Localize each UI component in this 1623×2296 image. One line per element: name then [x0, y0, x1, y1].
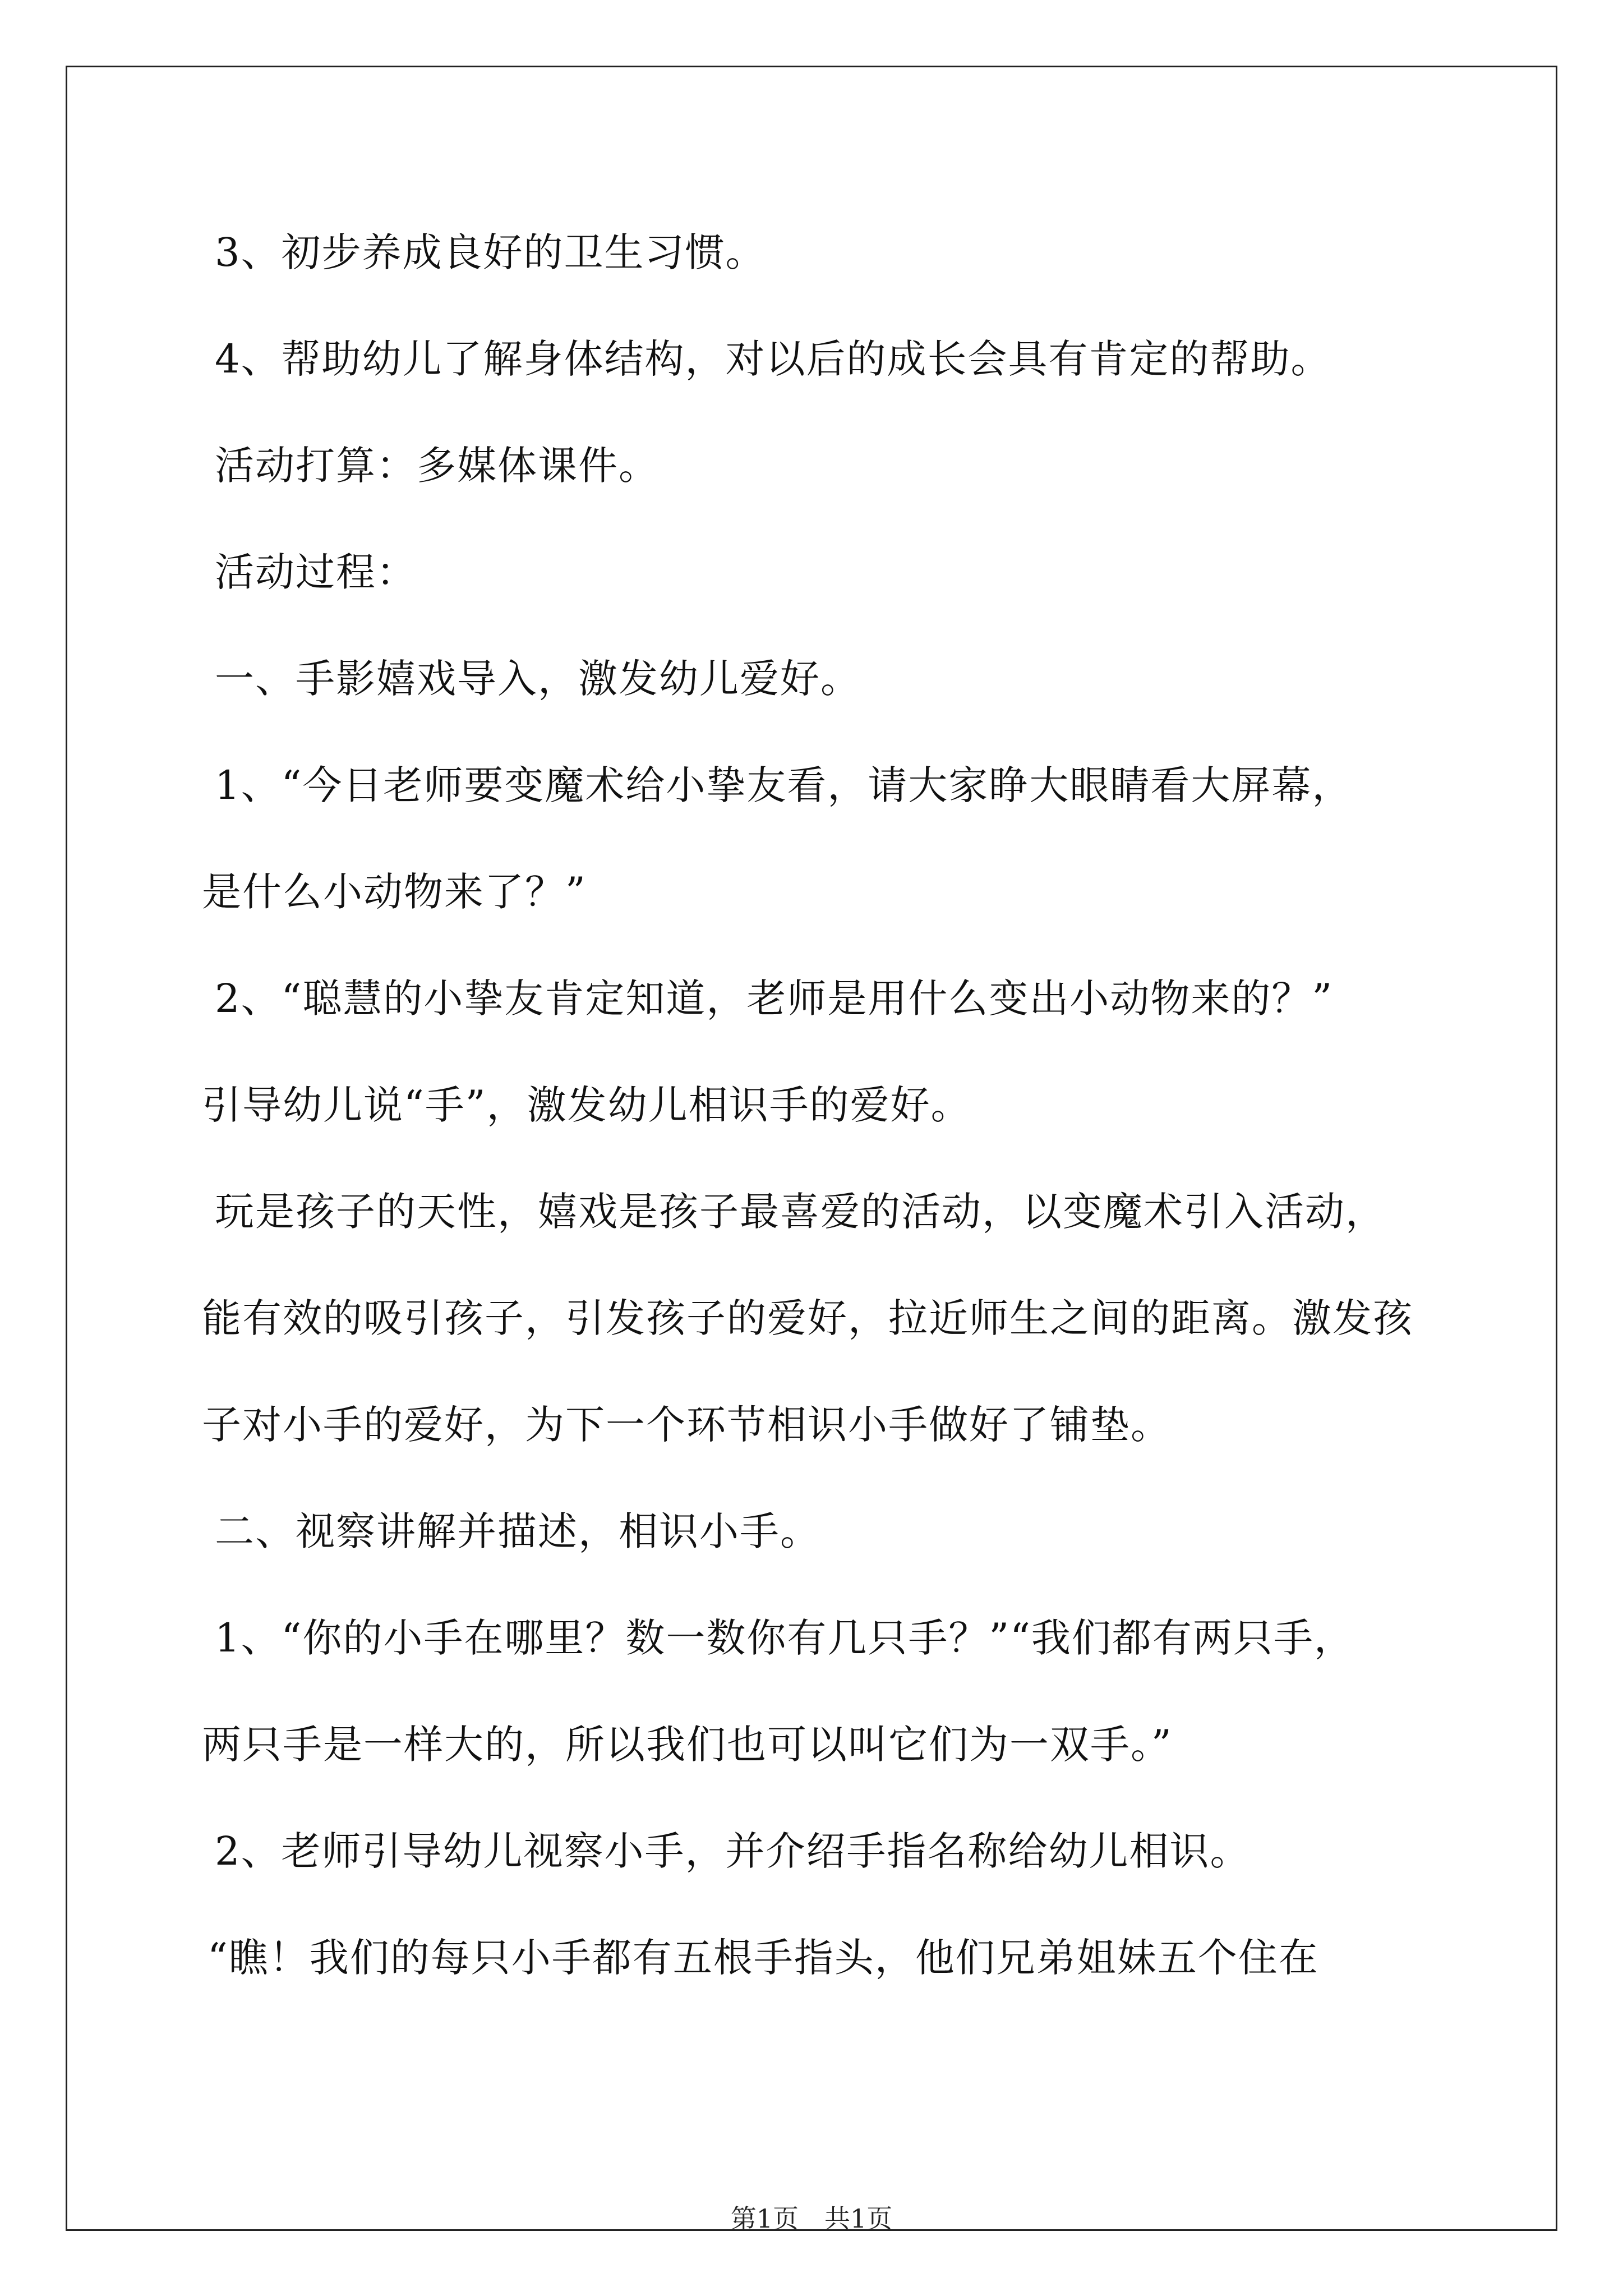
paragraph-step-2-line-1: 2、“聪慧的小挚友肯定知道，老师是用什么变出小动物来的？”: [215, 976, 1334, 1022]
heading-activity-process: 活动过程：: [215, 549, 417, 595]
paragraph-step-1-line-1: 1、“今日老师要变魔术给小挚友看，请大家睁大眼睛看大屏幕，: [215, 762, 1353, 808]
page-number-footer: 第1页 共1页: [730, 2203, 893, 2234]
paragraph-commentary-line-2: 能有效的吸引孩子，引发孩子的爱好，拉近师生之间的距离。激发孩: [202, 1295, 1413, 1341]
paragraph-preparation: 活动打算：多媒体课件。: [215, 443, 659, 489]
paragraph-step-2-line-2: 引导幼儿说“手”，激发幼儿相识手的爱好。: [202, 1082, 971, 1128]
paragraph-commentary-line-3: 子对小手的爱好，为下一个环节相识小手做好了铺垫。: [202, 1402, 1171, 1448]
page-border: [66, 66, 1557, 2231]
paragraph-observe-1-line-2: 两只手是一样大的，所以我们也可以叫它们为一双手。”: [202, 1722, 1173, 1768]
paragraph-observe-2: 2、老师引导幼儿视察小手，并介绍手指名称给幼儿相识。: [215, 1828, 1251, 1874]
paragraph-goal-4: 4、帮助幼儿了解身体结构，对以后的成长会具有肯定的帮助。: [215, 336, 1331, 382]
paragraph-goal-3: 3、初步养成良好的卫生习惯。: [215, 229, 766, 275]
paragraph-step-1-line-2: 是什么小动物来了？”: [202, 869, 587, 915]
heading-section-2: 二、视察讲解并描述，相识小手。: [215, 1508, 820, 1554]
paragraph-commentary-line-1: 玩是孩子的天性，嬉戏是孩子最喜爱的活动，以变魔术引入活动，: [215, 1189, 1386, 1235]
paragraph-quote-fingers: “瞧！我们的每只小手都有五根手指头，他们兄弟姐妹五个住在: [208, 1935, 1319, 1981]
heading-section-1: 一、手影嬉戏导入，激发幼儿爱好。: [215, 656, 861, 702]
paragraph-observe-1-line-1: 1、“你的小手在哪里？数一数你有几只手？”“我们都有两只手，: [215, 1615, 1354, 1661]
